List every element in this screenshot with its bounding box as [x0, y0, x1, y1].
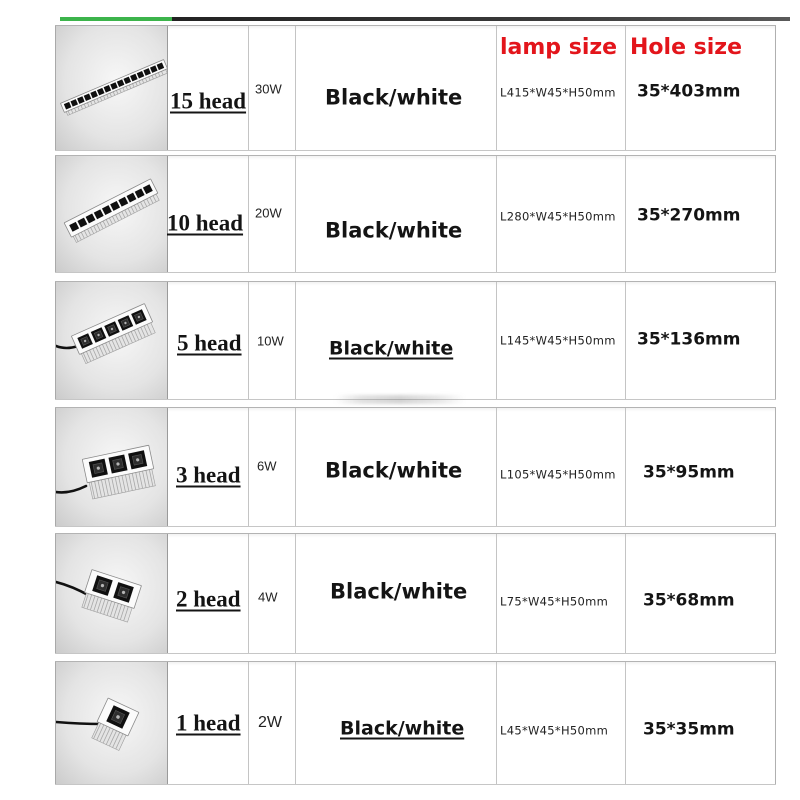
power-label: 2W: [258, 714, 282, 731]
color-label: Black/white: [340, 717, 465, 740]
power-cell: [249, 662, 296, 784]
color-label: Black/white: [325, 458, 463, 483]
power-cable: [56, 486, 86, 492]
color-cell: [296, 408, 497, 526]
lamp-size-cell: [497, 662, 626, 784]
model-cell: [168, 662, 249, 784]
model-label: 15 head: [170, 88, 247, 114]
power-label: 20W: [255, 205, 282, 221]
hole-size-cell: [626, 662, 776, 784]
model-cell: [168, 282, 249, 399]
model-label: 10 head: [167, 210, 244, 236]
power-cell: [249, 156, 296, 272]
table-row: [55, 155, 776, 273]
product-image: [56, 156, 167, 272]
color-label: Black/white: [329, 337, 454, 360]
model-label: 5 head: [177, 330, 242, 356]
table-row: [55, 25, 776, 151]
hole-size-value: 35*68mm: [643, 590, 735, 611]
lamp-size-value: L105*W45*H50mm: [500, 467, 616, 482]
hole-size-header: Hole size: [630, 35, 743, 60]
product-image-cell: [55, 282, 168, 399]
hole-size-cell: [626, 156, 776, 272]
color-label: Black/white: [325, 218, 463, 243]
hole-size-value: 35*95mm: [643, 462, 735, 483]
lamp-size-cell: [497, 534, 626, 653]
lamp-size-cell: [497, 282, 626, 399]
color-label: Black/white: [325, 85, 463, 110]
table-row: [55, 661, 776, 785]
lamp-size-value: L75*W45*H50mm: [500, 594, 609, 609]
product-image: [56, 408, 167, 526]
power-label: 6W: [257, 458, 277, 474]
watermark-smudge: [335, 395, 465, 404]
power-cable: [56, 722, 102, 724]
lamp-size-value: L45*W45*H50mm: [500, 723, 609, 738]
product-image-cell: [55, 534, 168, 653]
power-cell: [249, 26, 296, 150]
hole-size-value: 35*136mm: [637, 329, 741, 350]
power-label: 10W: [257, 333, 284, 349]
lamp: [71, 304, 157, 365]
hole-size-value: 35*270mm: [637, 205, 741, 226]
lamp-size-value: L415*W45*H50mm: [500, 85, 616, 100]
color-cell: [296, 662, 497, 784]
model-cell: [168, 26, 249, 150]
model-label: 3 head: [176, 462, 241, 488]
product-image-cell: [55, 662, 168, 784]
table-row: [55, 281, 776, 400]
product-image: [56, 26, 167, 150]
lamp: [80, 570, 142, 623]
model-cell: [168, 534, 249, 653]
power-cable: [56, 346, 78, 348]
lamp: [82, 445, 157, 499]
lamp-size-value: L145*W45*H50mm: [500, 333, 616, 348]
lamp-size-value: L280*W45*H50mm: [500, 209, 616, 224]
power-cell: [249, 534, 296, 653]
product-image-cell: [55, 26, 168, 150]
product-image: [56, 662, 167, 784]
model-label: 1 head: [176, 710, 241, 736]
color-cell: [296, 534, 497, 653]
product-image: [56, 534, 167, 653]
power-cable: [56, 582, 90, 596]
hole-size-cell: [626, 408, 776, 526]
hole-size-cell: [626, 26, 776, 150]
product-image-cell: [55, 408, 168, 526]
lamp-size-cell: [497, 156, 626, 272]
table-row: [55, 407, 776, 527]
power-label: 4W: [258, 589, 278, 605]
product-image: [56, 282, 167, 399]
color-cell: [296, 156, 497, 272]
color-cell: [296, 26, 497, 150]
hole-size-value: 35*403mm: [637, 81, 741, 102]
model-cell: [168, 408, 249, 526]
power-cell: [249, 282, 296, 399]
color-label: Black/white: [330, 579, 468, 604]
hole-size-cell: [626, 534, 776, 653]
product-image-cell: [55, 156, 168, 272]
color-cell: [296, 282, 497, 399]
hole-size-cell: [626, 282, 776, 399]
table-row: [55, 533, 776, 654]
model-label: 2 head: [176, 586, 241, 612]
power-label: 30W: [255, 81, 282, 97]
lamp-size-cell: [497, 408, 626, 526]
lamp-size-cell: [497, 26, 626, 150]
lamp-size-header: lamp size: [500, 35, 618, 60]
hole-size-value: 35*35mm: [643, 719, 735, 740]
power-cell: [249, 408, 296, 526]
lamp: [64, 179, 161, 244]
model-cell: [168, 156, 249, 272]
lamp: [60, 60, 167, 117]
